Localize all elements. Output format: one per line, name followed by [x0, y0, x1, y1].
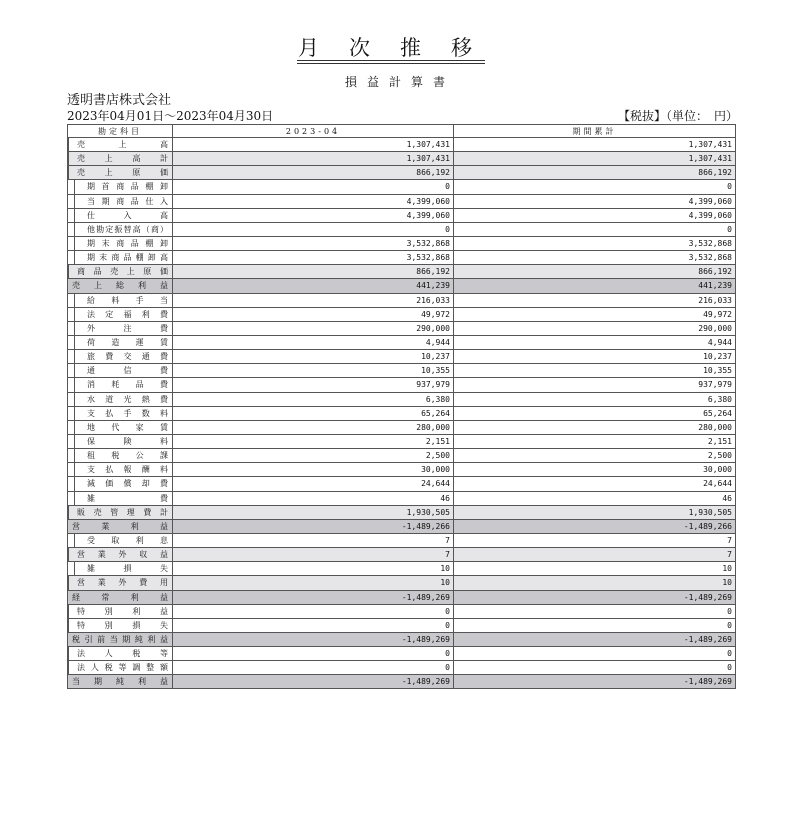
cumulative-value: 866,192 — [454, 265, 736, 279]
cumulative-value: 1,930,505 — [454, 505, 736, 519]
cumulative-value: 0 — [454, 180, 736, 194]
cumulative-value: -1,489,266 — [454, 519, 736, 533]
table-row — [68, 576, 736, 590]
table-row — [68, 236, 736, 250]
table-row — [68, 548, 736, 562]
account-name: 特 別 損 失 — [68, 619, 172, 632]
cumulative-value: 2,500 — [454, 449, 736, 463]
account-name-cell — [68, 632, 173, 646]
account-name: 売 上 高 — [68, 138, 172, 151]
cumulative-value: 30,000 — [454, 463, 736, 477]
account-name-cell — [68, 392, 173, 406]
account-name: 特 別 利 益 — [68, 605, 172, 618]
account-name-cell — [68, 378, 173, 392]
account-name: 受 取 利 息 — [74, 534, 172, 547]
month-value: 10,355 — [173, 364, 454, 378]
cumulative-value: -1,489,269 — [454, 590, 736, 604]
account-name-cell — [68, 279, 173, 293]
month-value: 1,307,431 — [173, 152, 454, 166]
table-row — [68, 166, 736, 180]
cumulative-value: 3,532,868 — [454, 236, 736, 250]
month-value: -1,489,269 — [173, 632, 454, 646]
cumulative-value: 10,355 — [454, 364, 736, 378]
account-name: 保 険 料 — [74, 435, 172, 448]
table-row — [68, 392, 736, 406]
month-value: 0 — [173, 661, 454, 675]
account-name-cell — [68, 491, 173, 505]
account-name: 地 代 家 賃 — [74, 421, 172, 434]
month-value: -1,489,269 — [173, 675, 454, 689]
account-name: 期 末 商 品 棚 卸 高 — [74, 251, 172, 264]
month-value: 49,972 — [173, 307, 454, 321]
month-value: 866,192 — [173, 166, 454, 180]
cumulative-value: 0 — [454, 661, 736, 675]
cumulative-value: 4,944 — [454, 335, 736, 349]
account-name-cell — [68, 477, 173, 491]
account-name: 通 信 費 — [74, 364, 172, 377]
account-name: 支 払 報 酬 料 — [74, 463, 172, 476]
month-value: 216,033 — [173, 293, 454, 307]
account-name-cell — [68, 236, 173, 250]
table-row — [68, 675, 736, 689]
report-title: 月次推移 — [298, 36, 502, 60]
month-value: -1,489,269 — [173, 590, 454, 604]
account-name-cell — [68, 590, 173, 604]
account-name-cell — [68, 180, 173, 194]
account-name-cell — [68, 505, 173, 519]
month-value: 30,000 — [173, 463, 454, 477]
month-value: 280,000 — [173, 420, 454, 434]
account-name: 売 上 原 価 — [68, 166, 172, 179]
account-name-cell — [68, 449, 173, 463]
month-value: 0 — [173, 222, 454, 236]
report-subtitle: 損益計算書 — [344, 75, 455, 89]
cumulative-value: 4,399,060 — [454, 194, 736, 208]
table-row — [68, 406, 736, 420]
month-value: 4,399,060 — [173, 194, 454, 208]
account-name: 雑 費 — [74, 492, 172, 505]
column-header-month: 2023-04 — [173, 125, 454, 138]
table-row — [68, 208, 736, 222]
title-underline-2 — [297, 63, 485, 64]
cumulative-value: 290,000 — [454, 321, 736, 335]
table-row — [68, 138, 736, 152]
month-value: -1,489,266 — [173, 519, 454, 533]
table-row — [68, 364, 736, 378]
cumulative-value: 10,237 — [454, 350, 736, 364]
account-name: 雑 損 失 — [74, 562, 172, 575]
account-name: 給 料 手 当 — [74, 294, 172, 307]
month-value: 0 — [173, 647, 454, 661]
month-value: 0 — [173, 618, 454, 632]
table-row — [68, 519, 736, 533]
account-name: 当 期 商 品 仕 入 — [74, 195, 172, 208]
cumulative-value: 1,307,431 — [454, 138, 736, 152]
table-row — [68, 505, 736, 519]
table-row — [68, 307, 736, 321]
month-value: 6,380 — [173, 392, 454, 406]
cumulative-value: 937,979 — [454, 378, 736, 392]
table-row — [68, 661, 736, 675]
table-row — [68, 180, 736, 194]
account-name-cell — [68, 519, 173, 533]
account-name: 外 注 費 — [74, 322, 172, 335]
table-row — [68, 251, 736, 265]
table-row — [68, 533, 736, 547]
account-name-cell — [68, 364, 173, 378]
table-row — [68, 350, 736, 364]
month-value: 24,644 — [173, 477, 454, 491]
account-name-cell — [68, 618, 173, 632]
table-row — [68, 632, 736, 646]
account-name: 水 道 光 熱 費 — [74, 393, 172, 406]
account-name-cell — [68, 321, 173, 335]
table-row — [68, 618, 736, 632]
account-name-cell — [68, 420, 173, 434]
table-row — [68, 279, 736, 293]
column-header-account: 勘定科目 — [68, 125, 173, 138]
table-row — [68, 194, 736, 208]
table-row — [68, 590, 736, 604]
cumulative-value: 46 — [454, 491, 736, 505]
account-name: 支 払 手 数 料 — [74, 407, 172, 420]
account-name-cell — [68, 661, 173, 675]
month-value: 65,264 — [173, 406, 454, 420]
cumulative-value: 7 — [454, 548, 736, 562]
month-value: 10 — [173, 576, 454, 590]
month-value: 46 — [173, 491, 454, 505]
account-name: 消 耗 品 費 — [74, 378, 172, 391]
cumulative-value: 441,239 — [454, 279, 736, 293]
month-value: 2,500 — [173, 449, 454, 463]
account-name-cell — [68, 647, 173, 661]
account-name: 法 定 福 利 費 — [74, 308, 172, 321]
cumulative-value: 2,151 — [454, 434, 736, 448]
month-value: 0 — [173, 604, 454, 618]
month-value: 866,192 — [173, 265, 454, 279]
title-underline — [297, 60, 485, 61]
cumulative-value: 0 — [454, 222, 736, 236]
month-value: 4,944 — [173, 335, 454, 349]
month-value: 0 — [173, 180, 454, 194]
cumulative-value: 0 — [454, 604, 736, 618]
month-value: 4,399,060 — [173, 208, 454, 222]
account-name-cell — [68, 434, 173, 448]
month-value: 441,239 — [173, 279, 454, 293]
account-name: 仕 入 高 — [74, 209, 172, 222]
account-name-cell — [68, 251, 173, 265]
cumulative-value: 216,033 — [454, 293, 736, 307]
cumulative-value: 866,192 — [454, 166, 736, 180]
cumulative-value: 0 — [454, 647, 736, 661]
month-value: 1,930,505 — [173, 505, 454, 519]
account-name: 営 業 利 益 — [72, 521, 168, 531]
cumulative-value: 10 — [454, 576, 736, 590]
account-name: 期 首 商 品 棚 卸 — [74, 180, 172, 193]
table-row — [68, 420, 736, 434]
month-value: 937,979 — [173, 378, 454, 392]
account-name-cell — [68, 675, 173, 689]
cumulative-value: 65,264 — [454, 406, 736, 420]
month-value: 7 — [173, 548, 454, 562]
account-name: 商 品 売 上 原 価 — [68, 265, 172, 278]
table-row — [68, 449, 736, 463]
account-name-cell — [68, 166, 173, 180]
account-name: 期 末 商 品 棚 卸 — [74, 237, 172, 250]
table-row — [68, 335, 736, 349]
income-statement-table — [67, 124, 736, 689]
month-value: 2,151 — [173, 434, 454, 448]
month-value: 1,307,431 — [173, 138, 454, 152]
column-header-cumulative: 期間累計 — [454, 125, 736, 138]
account-name-cell — [68, 463, 173, 477]
account-name: 売 上 高 計 — [68, 152, 172, 165]
account-name-cell — [68, 152, 173, 166]
account-name: 売 上 総 利 益 — [72, 281, 168, 291]
account-name-cell — [68, 208, 173, 222]
account-name-cell — [68, 335, 173, 349]
cumulative-value: 6,380 — [454, 392, 736, 406]
account-name-cell — [68, 548, 173, 562]
account-name-cell — [68, 533, 173, 547]
account-name: 減 価 償 却 費 — [74, 477, 172, 490]
table-header-row — [68, 125, 736, 138]
account-name-cell — [68, 562, 173, 576]
account-name: 旅 費 交 通 費 — [74, 350, 172, 363]
account-name: 経 常 利 益 — [72, 592, 168, 602]
account-name: 当 期 純 利 益 — [72, 677, 168, 687]
account-name-cell — [68, 576, 173, 590]
account-name: 他 勘 定 振 替 高 （ 商 ） — [74, 223, 172, 236]
month-value: 7 — [173, 533, 454, 547]
company-name: 透明書店株式会社 — [67, 93, 172, 108]
cumulative-value: 24,644 — [454, 477, 736, 491]
account-name-cell — [68, 604, 173, 618]
account-name-cell — [68, 194, 173, 208]
account-name: 法 人 税 等 調 整 額 — [68, 661, 172, 674]
table-row — [68, 265, 736, 279]
tax-unit-note: 【税抜】（単位： 円） — [617, 109, 738, 123]
month-value: 10,237 — [173, 350, 454, 364]
table-row — [68, 491, 736, 505]
month-value: 10 — [173, 562, 454, 576]
cumulative-value: 4,399,060 — [454, 208, 736, 222]
month-value: 3,532,868 — [173, 236, 454, 250]
account-name: 荷 造 運 賃 — [74, 336, 172, 349]
account-name: 販 売 管 理 費 計 — [68, 506, 172, 519]
account-name: 税 引 前 当 期 純 利 益 — [72, 634, 168, 644]
cumulative-value: -1,489,269 — [454, 675, 736, 689]
table-row — [68, 222, 736, 236]
table-row — [68, 604, 736, 618]
cumulative-value: 3,532,868 — [454, 251, 736, 265]
account-name-cell — [68, 406, 173, 420]
cumulative-value: 10 — [454, 562, 736, 576]
account-name-cell — [68, 293, 173, 307]
account-name-cell — [68, 307, 173, 321]
table-row — [68, 463, 736, 477]
table-row — [68, 562, 736, 576]
account-name: 租 税 公 課 — [74, 449, 172, 462]
cumulative-value: 0 — [454, 618, 736, 632]
table-row — [68, 321, 736, 335]
cumulative-value: 7 — [454, 533, 736, 547]
table-row — [68, 378, 736, 392]
account-name-cell — [68, 222, 173, 236]
account-name: 営 業 外 費 用 — [68, 576, 172, 589]
table-row — [68, 152, 736, 166]
report-period: 2023年04月01日～2023年04月30日 — [67, 109, 274, 123]
cumulative-value: 280,000 — [454, 420, 736, 434]
account-name-cell — [68, 138, 173, 152]
cumulative-value: -1,489,269 — [454, 632, 736, 646]
account-name: 法 人 税 等 — [68, 647, 172, 660]
table-row — [68, 477, 736, 491]
table-row — [68, 434, 736, 448]
month-value: 3,532,868 — [173, 251, 454, 265]
cumulative-value: 49,972 — [454, 307, 736, 321]
account-name-cell — [68, 350, 173, 364]
table-row — [68, 647, 736, 661]
table-row — [68, 293, 736, 307]
account-name: 営 業 外 収 益 — [68, 548, 172, 561]
account-name-cell — [68, 265, 173, 279]
month-value: 290,000 — [173, 321, 454, 335]
cumulative-value: 1,307,431 — [454, 152, 736, 166]
